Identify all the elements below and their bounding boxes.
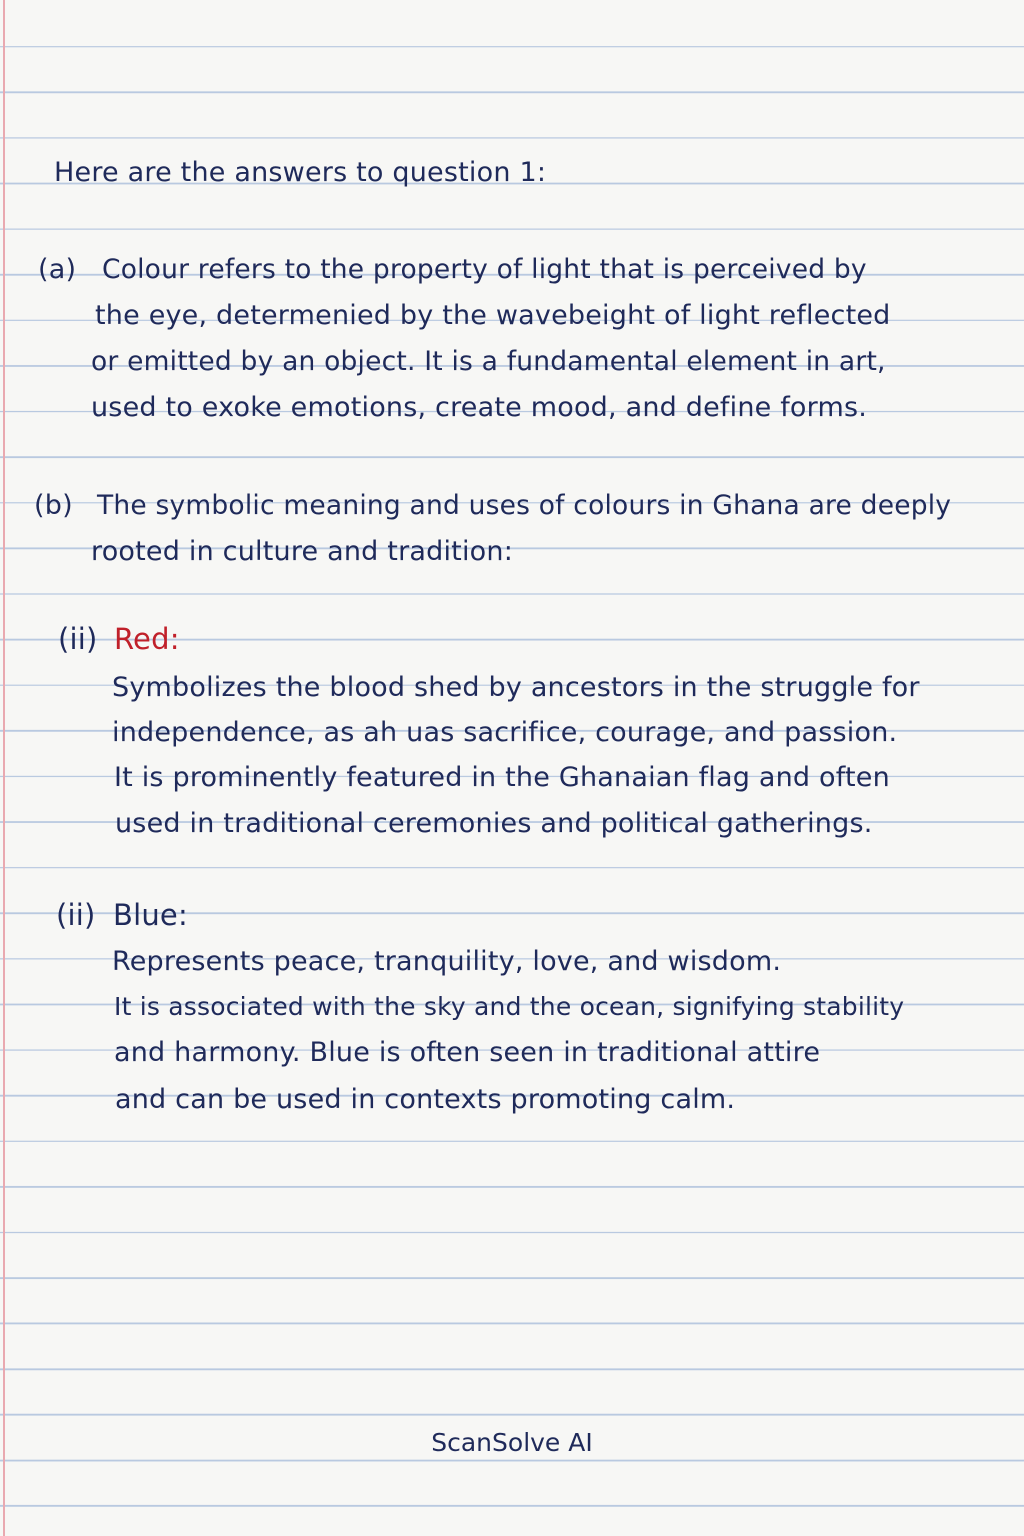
red-line-2: independence, as ah uas sacrifice, courage, and passion. bbox=[112, 717, 898, 748]
red-heading: Red: bbox=[114, 622, 180, 656]
blue-line-1: Represents peace, tranquility, love, and wisdom. bbox=[112, 946, 782, 977]
part-b-line-2: rooted in culture and tradition: bbox=[91, 536, 513, 567]
red-line-4: used in traditional ceremonies and political gatherings. bbox=[115, 808, 873, 839]
part-a-line-3: or emitted by an object. It is a fundamental element in art, bbox=[91, 346, 886, 377]
part-a-line-4: used to exoke emotions, create mood, and define forms. bbox=[91, 392, 868, 423]
red-label: (ii) bbox=[58, 622, 98, 656]
part-b-label: (b) bbox=[34, 490, 73, 521]
blue-label: (ii) bbox=[56, 898, 96, 932]
blue-heading: Blue: bbox=[113, 898, 188, 932]
footer-brand: ScanSolve AI bbox=[431, 1428, 593, 1457]
part-b-line-1: The symbolic meaning and uses of colours in Ghana are deeply bbox=[97, 490, 952, 521]
blue-line-3: and harmony. Blue is often seen in traditional attire bbox=[114, 1037, 821, 1068]
red-line-1: Symbolizes the blood shed by ancestors in the struggle for bbox=[112, 672, 920, 703]
margin-rule bbox=[3, 0, 5, 1536]
blue-line-4: and can be used in contexts promoting calm. bbox=[115, 1084, 736, 1115]
blue-line-2: It is associated with the sky and the ocean, signifying stability bbox=[114, 992, 905, 1021]
intro-text: Here are the answers to question 1: bbox=[54, 157, 547, 188]
part-a-line-2: the eye, determenied by the wavebeight of light reflected bbox=[95, 300, 891, 331]
red-line-3: It is prominently featured in the Ghanaian flag and often bbox=[114, 762, 890, 793]
part-a-line-1: Colour refers to the property of light that is perceived by bbox=[102, 254, 867, 285]
part-a-label: (a) bbox=[38, 254, 77, 285]
